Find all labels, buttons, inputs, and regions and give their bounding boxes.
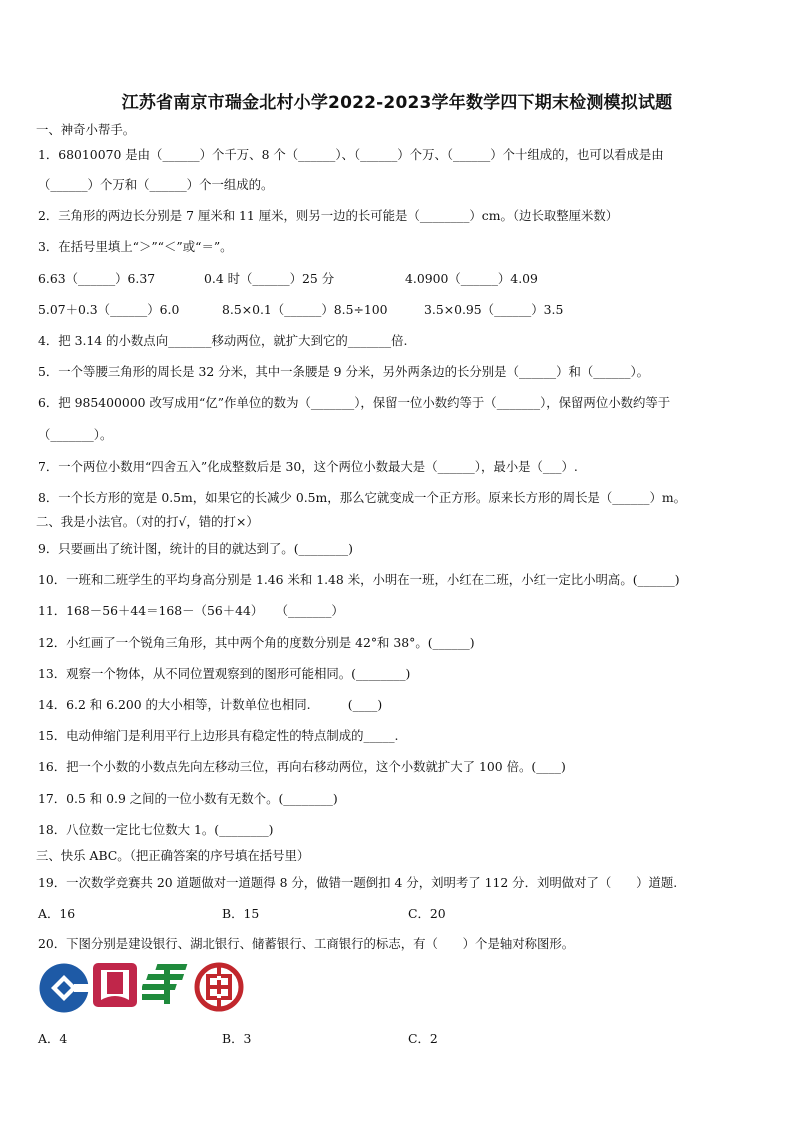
compare-item: 8.5×0.1（______）8.5÷100 xyxy=(222,302,388,317)
question-6-line-2: （_______）。 xyxy=(38,427,113,442)
hubei-bank-logo-icon xyxy=(92,962,138,1008)
question-15: 15．电动伸缩门是利用平行上边形具有稳定性的特点制成的_____. xyxy=(38,728,399,743)
question-17: 17．0.5 和 0.9 之间的一位小数有无数个。(________) xyxy=(38,791,338,806)
section-heading-1: 一、神奇小帮手。 xyxy=(36,122,136,137)
section-heading-3: 三、快乐 ABC。（把正确答案的序号填在括号里） xyxy=(36,848,310,863)
question-20-stem: 20．下图分别是建设银行、湖北银行、储蓄银行、工商银行的标志，有（ ）个是轴对称图形。 xyxy=(38,936,575,951)
page-title: 江苏省南京市瑞金北村小学2022-2023学年数学四下期末检测模拟试题 xyxy=(121,93,673,113)
question-18: 18．八位数一定比七位数大 1。(________) xyxy=(38,822,274,837)
compare-item: 5.07＋0.3（______）6.0 xyxy=(38,302,180,317)
question-11: 11．168－56＋44＝168－（56＋44） （_______） xyxy=(38,603,344,618)
question-16: 16．把一个小数的小数点先向左移动三位，再向右移动两位，这个小数就扩大了 100 倍。(____) xyxy=(38,759,566,774)
question-3-stem: 3．在括号里填上“＞”“＜”或“＝”。 xyxy=(38,239,233,254)
question-4: 4．把 3.14 的小数点向_______移动两位，就扩大到它的_______倍. xyxy=(38,333,408,348)
question-8: 8．一个长方形的宽是 0.5m，如果它的长减少 0.5m，那么它就变成一个正方形。原来长方形的周长是（______）m。 xyxy=(38,490,686,505)
question-10: 10．一班和二班学生的平均身高分别是 1.46 米和 1.48 米，小明在一班，小红在二班，小红一定比小明高。(______) xyxy=(38,572,680,587)
section-heading-2: 二、我是小法官。（对的打√，错的打×） xyxy=(36,514,259,529)
question-20-option-b: B．3 xyxy=(222,1031,252,1046)
question-5: 5．一个等腰三角形的周长是 32 分米，其中一条腰是 9 分米，另外两条边的长分别是（______）和（______）。 xyxy=(38,364,650,379)
bank-logos xyxy=(36,962,256,1020)
question-20-option-c: C．2 xyxy=(408,1031,438,1046)
compare-item: 4.0900（______）4.09 xyxy=(405,271,538,286)
question-19-option-a: A．16 xyxy=(38,906,76,921)
question-7: 7．一个两位小数用“四舍五入”化成整数后是 30，这个两位小数最大是（______），最小是（___）. xyxy=(38,459,578,474)
question-1-line-1: 1．68010070 是由（______）个千万、8 个（______）、（______）个万、（______）个十组成的，也可以看成是由 xyxy=(38,147,664,162)
postal-savings-logo-icon xyxy=(142,962,192,1008)
question-6-line-1: 6．把 985400000 改写成用“亿”作单位的数为（_______），保留一位小数约等于（_______），保留两位小数约等于 xyxy=(38,395,671,410)
compare-item: 6.63（______）6.37 xyxy=(38,271,156,286)
compare-item: 3.5×0.95（______）3.5 xyxy=(424,302,564,317)
ccb-logo-icon xyxy=(38,962,90,1014)
question-12: 12．小红画了一个锐角三角形，其中两个角的度数分别是 42°和 38°。(______) xyxy=(38,635,475,650)
question-20-option-a: A．4 xyxy=(38,1031,68,1046)
question-19-stem: 19．一次数学竞赛共 20 道题做对一道题得 8 分，做错一题倒扣 4 分，刘明考了 112 分．刘明做对了（ ）道题. xyxy=(38,875,678,890)
compare-item: 0.4 时（______）25 分 xyxy=(204,271,335,286)
question-19-option-b: B．15 xyxy=(222,906,260,921)
question-14: 14．6.2 和 6.200 的大小相等，计数单位也相同. (____) xyxy=(38,697,383,712)
icbc-logo-icon xyxy=(194,962,244,1012)
question-2: 2．三角形的两边长分别是 7 厘米和 11 厘米，则另一边的长可能是（________）cm。（边长取整厘米数） xyxy=(38,208,619,223)
question-9: 9．只要画出了统计图，统计的目的就达到了。(________) xyxy=(38,541,353,556)
question-19-option-c: C．20 xyxy=(408,906,446,921)
question-1-line-2: （______）个万和（______）个一组成的。 xyxy=(38,177,274,192)
question-13: 13．观察一个物体，从不同位置观察到的图形可能相同。(________) xyxy=(38,666,411,681)
